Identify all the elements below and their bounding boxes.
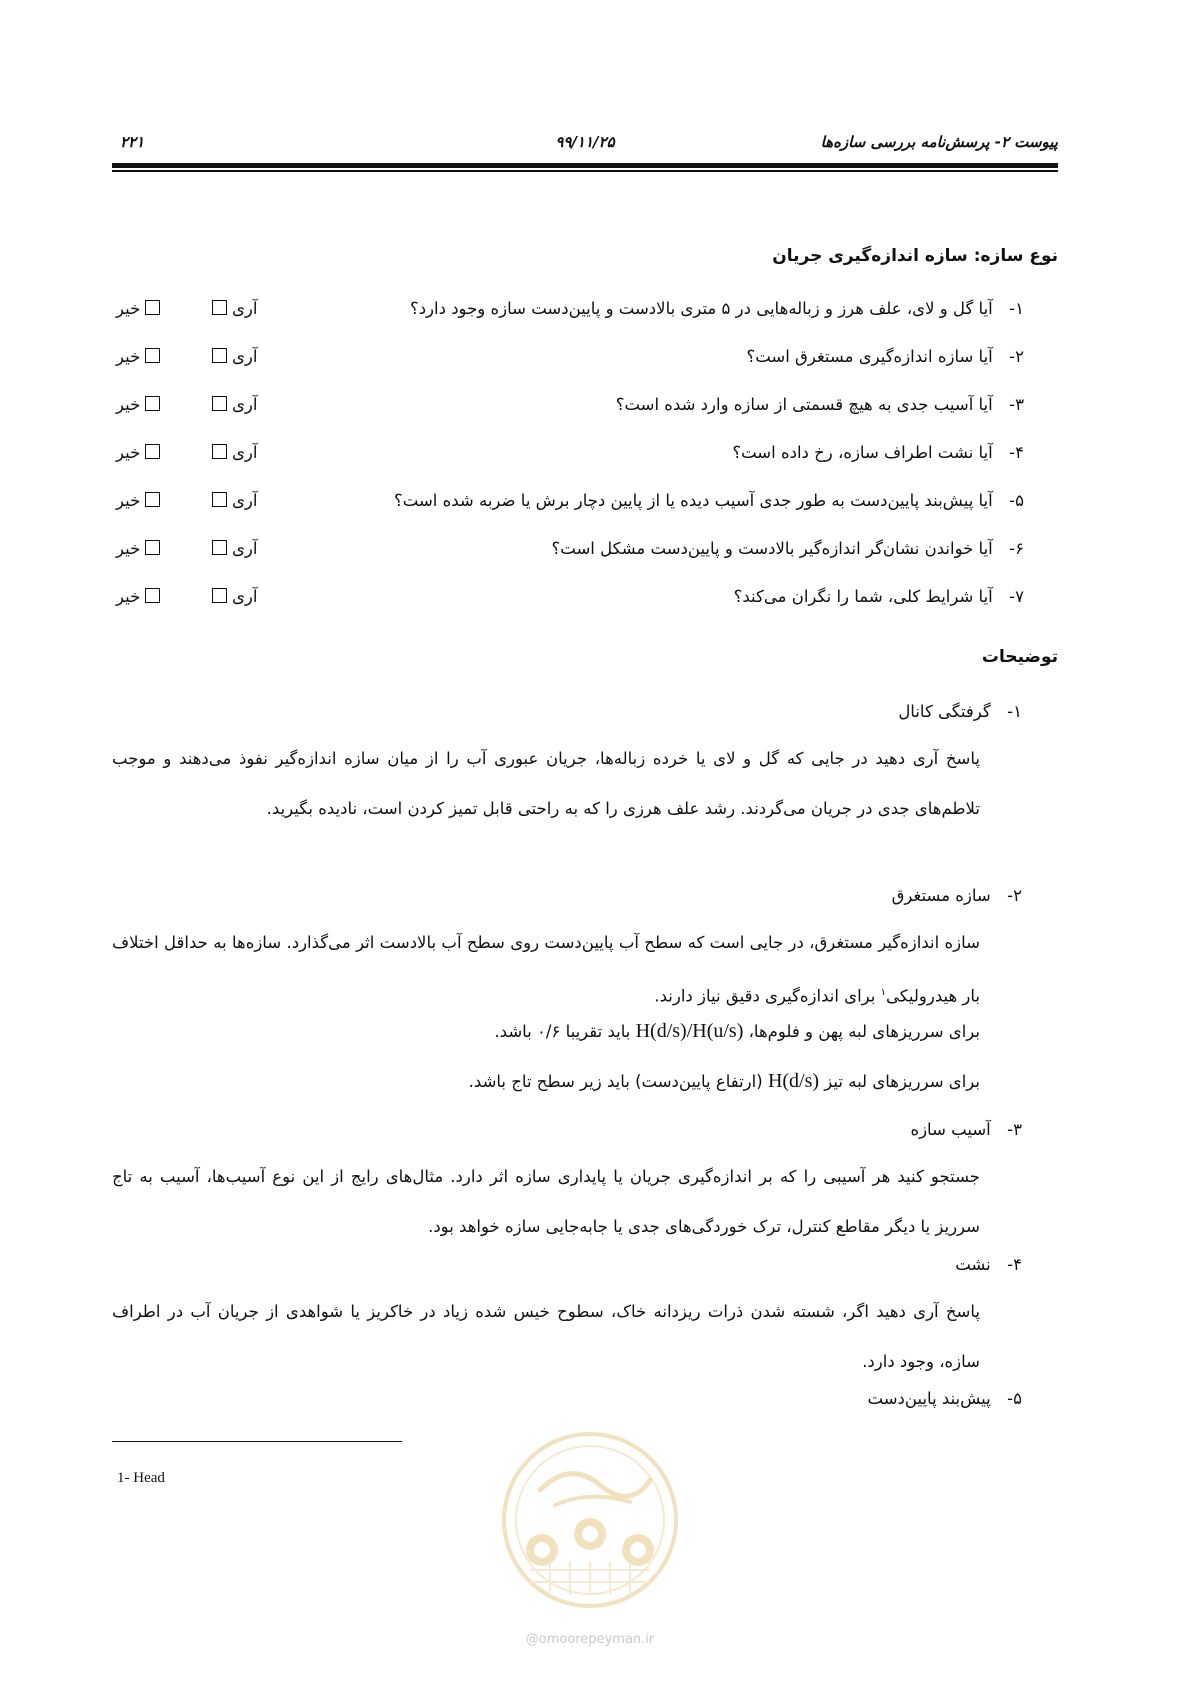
yes-label: آری (232, 395, 258, 414)
yes-label: آری (232, 587, 258, 606)
no-option[interactable] (116, 443, 165, 462)
no-checkbox[interactable] (145, 348, 160, 363)
yes-checkbox[interactable] (212, 348, 227, 363)
formula: H(d/s)/H(u/s) (635, 1020, 744, 1042)
no-option[interactable] (116, 491, 165, 510)
header-page-number: ۲۲۱ (120, 133, 145, 151)
paragraph-text: سازه اندازه‌گیر مستغرق، در جایی است که سطح آب پایین‌دست روی سطح آب بالادست اثر می‌گذارد. سازه‌ها به حداقل اختلاف بار هیدرولیکی (112, 933, 980, 1006)
explanation-number: ۳- (1007, 1120, 1022, 1139)
no-option[interactable] (116, 299, 165, 318)
structure-type-title: نوع سازه: سازه اندازه‌گیری جریان (772, 246, 1058, 266)
header-rule-thin (112, 170, 1058, 172)
yes-label: آری (232, 491, 258, 510)
formula: H(d/s) (767, 1070, 820, 1092)
explanation-number: ۱- (1007, 702, 1022, 721)
question-row (112, 539, 1024, 569)
yes-option[interactable] (207, 299, 257, 318)
no-checkbox[interactable] (145, 492, 160, 507)
explanation-heading (868, 1389, 1022, 1408)
yes-label: آری (232, 347, 258, 366)
question-row (112, 587, 1024, 617)
explanation-title: نشت (955, 1255, 991, 1274)
question-number: ۱- (1009, 299, 1024, 318)
formula-line-text: باید تقریبا ۰/۶ باشد. (494, 1022, 631, 1041)
explanation-paragraph: پاسخ آری دهید اگر، شسته شدن ذرات ریزدانه خاک، سطوح خیس شده زیاد در خاکریز یا شواهدی از جریان آب در اطراف سازه، وجود دارد. (112, 1302, 980, 1371)
question-text: آیا سازه اندازه‌گیری مستغرق است؟ (746, 347, 993, 366)
explanation-title: آسیب سازه (910, 1120, 991, 1139)
no-option[interactable] (116, 587, 165, 606)
question-text: آیا نشت اطراف سازه، رخ داده است؟ (732, 443, 993, 462)
no-option[interactable] (116, 395, 165, 414)
explanation-heading (910, 1120, 1022, 1139)
explanation-number: ۵- (1007, 1389, 1022, 1408)
question-row (112, 299, 1024, 329)
no-label: خیر (116, 299, 141, 318)
question-text: آیا شرایط کلی، شما را نگران می‌کند؟ (733, 587, 993, 606)
yes-checkbox[interactable] (212, 444, 227, 459)
question-text: آیا گل و لای، علف هرز و زباله‌هایی در ۵ متری بالادست و پایین‌دست سازه وجود دارد؟ (409, 299, 993, 318)
watermark-site: @omoorepeyman.ir (525, 1632, 655, 1647)
formula-line (494, 1020, 980, 1043)
no-label: خیر (116, 491, 141, 510)
yes-checkbox[interactable] (212, 492, 227, 507)
question-number: ۵- (1009, 491, 1024, 510)
no-label: خیر (116, 347, 141, 366)
yes-checkbox[interactable] (212, 540, 227, 555)
formula-line-text: برای سرریزهای لبه پهن و فلوم‌ها، (748, 1022, 980, 1041)
question-text: آیا آسیب جدی به هیچ قسمتی از سازه وارد شده است؟ (615, 395, 993, 414)
question-number: ۴- (1009, 443, 1024, 462)
no-option[interactable] (116, 347, 165, 366)
footnote-mark: ۱ (880, 987, 887, 998)
yes-option[interactable] (207, 443, 257, 462)
formula-line-text: برای سرریزهای لبه تیز (824, 1072, 980, 1091)
no-checkbox[interactable] (145, 300, 160, 315)
question-text: آیا خواندن نشان‌گر اندازه‌گیر بالادست و پایین‌دست مشکل است؟ (551, 539, 993, 558)
yes-option[interactable] (207, 347, 257, 366)
question-number: ۲- (1009, 347, 1024, 366)
yes-label: آری (232, 443, 258, 462)
explanation-paragraph: جستجو کنید هر آسیبی را که بر اندازه‌گیری جریان یا پایداری سازه اثر دارد. مثال‌های رایج از این نوع آسیب‌ها، آسیب به تاج سرریز یا دیگر مقاطع کنترل، ترک خوردگی‌های جدی یا جابه‌جایی سازه خواهد بود. (112, 1167, 980, 1236)
yes-checkbox[interactable] (212, 588, 227, 603)
question-number: ۷- (1009, 587, 1024, 606)
explanation-title: سازه مستغرق (891, 886, 991, 905)
no-option[interactable] (116, 539, 165, 558)
question-row (112, 491, 1024, 521)
question-row (112, 347, 1024, 377)
explanation-heading (898, 702, 1022, 721)
explanation-heading (892, 886, 1022, 905)
explanation-number: ۲- (1007, 886, 1022, 905)
question-text: آیا پیش‌بند پایین‌دست به طور جدی آسیب دیده یا از پایین دچار برش یا ضربه شده است؟ (394, 491, 993, 510)
formula-line-text: (ارتفاع پایین‌دست) باید زیر سطح تاج باشد. (468, 1072, 763, 1091)
no-checkbox[interactable] (145, 396, 160, 411)
header-rule-thick (112, 163, 1058, 168)
formula-line (469, 1070, 980, 1093)
explanations-title: توضیحات (981, 647, 1058, 667)
paragraph-text-end: برای اندازه‌گیری دقیق نیاز دارند. (654, 986, 876, 1006)
yes-option[interactable] (207, 587, 257, 606)
explanation-title: پیش‌بند پایین‌دست (867, 1389, 991, 1408)
watermark-logo-icon (500, 1430, 680, 1610)
explanation-paragraph: پاسخ آری دهید در جایی که گل و لای یا خرده زباله‌ها، جریان عبوری آب را از میان سازه اندازه‌گیر نفوذ می‌دهند و موجب تلاطم‌های جدی در جریان می‌گردند. رشد علف هرزی را که به راحتی قابل تمیز کردن است، نادیده بگیرید. (112, 749, 980, 818)
yes-checkbox[interactable] (212, 300, 227, 315)
question-row (112, 395, 1024, 425)
header-section-title: پیوست ۲- پرسش‌نامه بررسی سازه‌ها (820, 133, 1058, 151)
explanation-paragraph (112, 918, 980, 1022)
running-header (112, 133, 1058, 157)
no-checkbox[interactable] (145, 444, 160, 459)
question-row (112, 443, 1024, 473)
yes-option[interactable] (207, 395, 257, 414)
no-checkbox[interactable] (145, 540, 160, 555)
explanation-title: گرفتگی کانال (898, 702, 991, 721)
yes-label: آری (232, 539, 258, 558)
footnote: 1- Head (117, 1470, 165, 1486)
yes-option[interactable] (207, 539, 257, 558)
header-date: ۹۹/۱۱/۲۵ (555, 133, 615, 151)
yes-checkbox[interactable] (212, 396, 227, 411)
explanation-number: ۴- (1007, 1255, 1022, 1274)
no-checkbox[interactable] (145, 588, 160, 603)
explanation-heading (955, 1255, 1022, 1274)
watermark-site-text: omoorepeyman.ir (538, 1632, 655, 1647)
footnote-rule (112, 1441, 402, 1442)
no-label: خیر (116, 395, 141, 414)
no-label: خیر (116, 443, 141, 462)
yes-label: آری (232, 299, 258, 318)
question-number: ۳- (1009, 395, 1024, 414)
no-label: خیر (116, 587, 141, 606)
question-number: ۶- (1009, 539, 1024, 558)
yes-option[interactable] (207, 491, 257, 510)
no-label: خیر (116, 539, 141, 558)
